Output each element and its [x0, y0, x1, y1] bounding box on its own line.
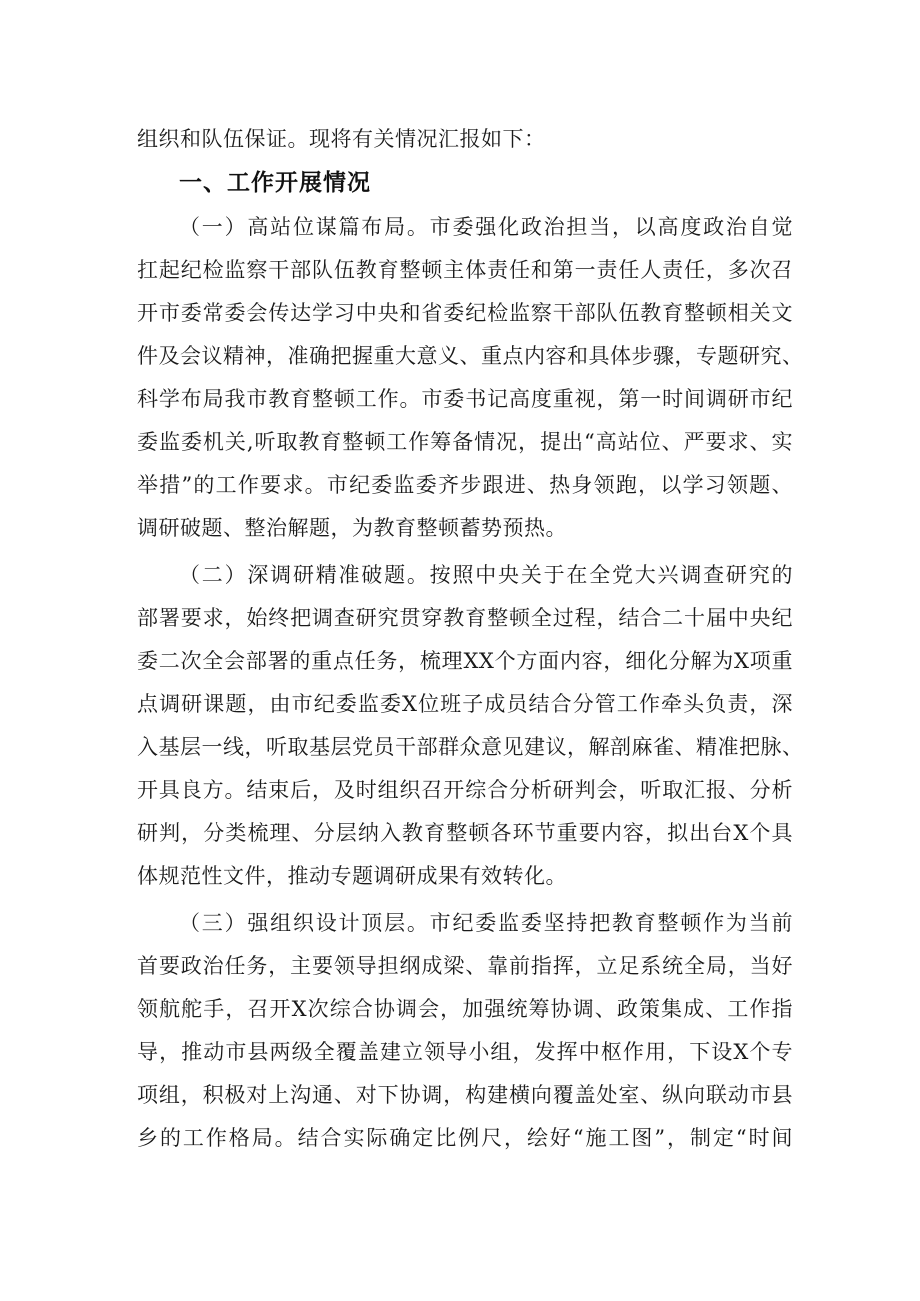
paragraph-line: 研判，分类梳理、分层纳入教育整顿各环节重要内容，拟出台X个具 — [137, 821, 793, 845]
paragraph-line: （一）高站位谋篇布局。市委强化政治担当，以高度政治自觉 — [179, 215, 793, 239]
paragraph-line: 入基层一线，听取基层党员干部群众意见建议，解剖麻雀、精准把脉、 — [137, 735, 804, 759]
paragraph-line: 开具良方。结束后，及时组织召开综合分析研判会，听取汇报、分析 — [137, 778, 793, 802]
paragraph-line: （二）深调研精准破题。按照中央关于在全党大兴调查研究的 — [179, 563, 793, 587]
paragraph-line: （三）强组织设计顶层。市纪委监委坚持把教育整顿作为当前 — [179, 911, 793, 935]
paragraph-line: 领航舵手，召开X次综合协调会，加强统筹协调、政策集成、工作指 — [137, 997, 793, 1021]
paragraph-line: 委监委机关,听取教育整顿工作筹备情况，提出“高站位、严要求、实 — [137, 430, 793, 454]
paragraph-line: 扛起纪检监察干部队伍教育整顿主体责任和第一责任人责任，多次召 — [137, 258, 793, 282]
paragraph-line: 件及会议精神，准确把握重大意义、重点内容和具体步骤，专题研究、 — [137, 344, 804, 368]
intro-line: 组织和队伍保证。现将有关情况汇报如下： — [137, 127, 546, 151]
paragraph-line: 导，推动市县两级全覆盖建立领导小组，发挥中枢作用，下设X个专 — [137, 1040, 793, 1064]
paragraph-line: 开市委常委会传达学习中央和省委纪检监察干部队伍教育整顿相关文 — [137, 301, 793, 325]
paragraph-line: 调研破题、整治解题，为教育整顿蓄势预热。 — [137, 516, 567, 540]
paragraph-line: 委二次全会部署的重点任务，梳理XX个方面内容，细化分解为X项重 — [137, 649, 793, 673]
paragraph-line: 点调研课题，由市纪委监委X位班子成员结合分管工作牵头负责，深 — [137, 692, 793, 716]
paragraph-2 — [137, 554, 804, 898]
paragraph-line: 科学布局我市教育整顿工作。市委书记高度重视，第一时间调研市纪 — [137, 387, 793, 411]
paragraph-line: 首要政治任务，主要领导担纲成梁、靠前指挥，立足系统全局，当好 — [137, 954, 793, 978]
paragraph-line: 乡的工作格局。结合实际确定比例尺，绘好“施工图”，制定“时间 — [137, 1126, 793, 1150]
intro-paragraph — [137, 118, 793, 161]
paragraph-line: 项组，积极对上沟通、对下协调，构建横向覆盖处室、纵向联动市县 — [137, 1083, 793, 1107]
paragraph-line: 举措”的工作要求。市纪委监委齐步跟进、热身领跑，以学习领题、 — [137, 473, 793, 497]
paragraph-3 — [137, 902, 793, 1160]
paragraph-1 — [137, 206, 804, 550]
paragraph-line: 部署要求，始终把调查研究贯穿教育整顿全过程，结合二十届中央纪 — [137, 606, 793, 630]
paragraph-line: 体规范性文件，推动专题调研成果有效转化。 — [137, 864, 567, 888]
section-heading: 一、工作开展情况 — [179, 170, 371, 196]
